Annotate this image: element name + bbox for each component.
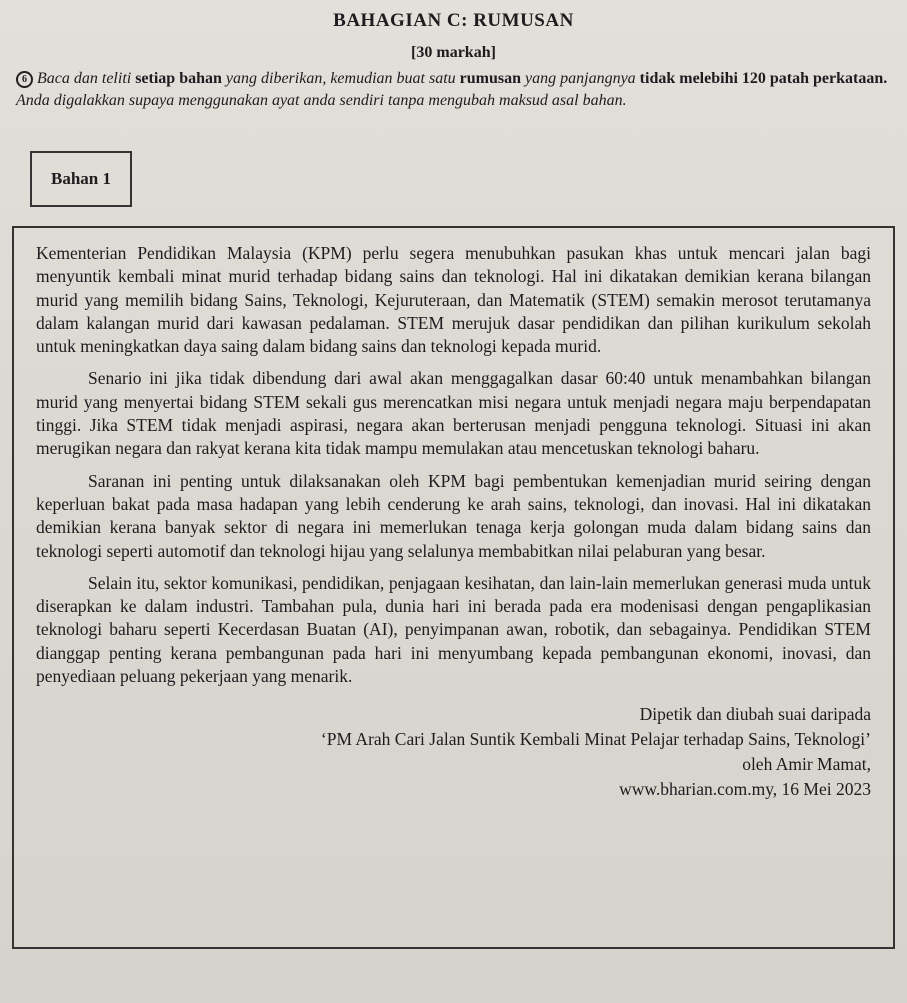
question-number: 6 — [16, 71, 33, 88]
section-title: BAHAGIAN C: RUMUSAN — [333, 10, 574, 31]
instruction-text-2: setiap bahan — [135, 70, 222, 87]
bahan-label: Bahan 1 — [51, 169, 111, 188]
marks-label: [30 markah] — [411, 44, 496, 61]
source-line-4: www.bharian.com.my, 16 Mei 2023 — [619, 779, 871, 800]
source-citation — [36, 702, 871, 802]
paragraph-1: Kementerian Pendidikan Malaysia (KPM) perlu segera menubuhkan pasukan khas untuk mencari jalan bagi menyuntik kembali minat murid terhadap bidang sains dan teknologi. Hal ini dikatakan demikian kerana bilangan murid yang memilih bidang Sains, Teknologi, Kejuruteraan, dan Matematik (STEM) semakin merosot terutamanya dalam kalangan murid dari kawasan pedalaman. STEM merujuk dasar pendidikan dan pilihan kurikulum sekolah untuk meningkatkan daya saing dalam bidang sains dan teknologi kepada murid. — [36, 243, 871, 357]
source-line-1: Dipetik dan diubah suai daripada — [639, 704, 871, 725]
instruction-text-7: Anda digalakkan supaya menggunakan ayat anda sendiri tanpa mengubah maksud asal bahan. — [16, 92, 627, 109]
bahan-label-box — [30, 151, 132, 207]
paragraph-2: Senario ini jika tidak dibendung dari awal akan menggagalkan dasar 60:40 untuk menambahkan bilangan murid yang menyertai bidang STEM sekali gus merencatkan misi negara untuk menjadi negara maju berpendapatan tinggi. Jika STEM tidak menjadi aspirasi, negara akan berterusan menjadi pengguna teknologi. Situasi ini akan merugikan negara dan rakyat kerana kita tidak mampu memulakan atau mencetuskan teknologi baharu. — [36, 368, 871, 459]
source-line-3: oleh Amir Mamat, — [742, 754, 871, 775]
source-text-box — [12, 226, 895, 949]
paragraph-4: Selain itu, sektor komunikasi, pendidikan, penjagaan kesihatan, dan lain-lain memerlukan generasi muda untuk diserapkan ke dalam industri. Tambahan pula, dunia hari ini berada pada era modenisasi dengan pengaplikasian teknologi baharu seperti Kecerdasan Buatan (AI), penyimpanan awan, robotik, dan sebagainya. Pendidikan STEM dianggap penting kerana pembangunan pada hari ini menyumbang kepada pembangunan ekonomi, inovasi, dan penyediaan peluang pekerjaan yang menarik. — [36, 572, 871, 687]
paragraph-3: Saranan ini penting untuk dilaksanakan oleh KPM bagi pembentukan kemenjadian murid seiring dengan keperluan bakat pada masa hadapan yang lebih cenderung ke arah sains, teknologi, dan inovasi. Hal ini dikatakan demikian kerana banyak sektor di negara ini memerlukan tenaga kerja golongan muda dalam bidang sains dan teknologi seperti automotif dan teknologi hijau yang selalunya membabitkan nilai pelaburan yang besar. — [36, 470, 871, 561]
instruction-text-4: rumusan — [459, 70, 522, 87]
instruction-text-6: tidak melebihi 120 patah perkataan. — [639, 70, 888, 87]
instruction-text-3: yang diberikan, kemudian buat satu — [225, 70, 456, 87]
instruction-text-5: yang panjangnya — [525, 70, 636, 87]
question-instruction — [16, 68, 896, 112]
source-line-2: ‘PM Arah Cari Jalan Suntik Kembali Minat Pelajar terhadap Sains, Teknologi’ — [320, 729, 871, 750]
instruction-text-1: Baca dan teliti — [37, 70, 132, 87]
